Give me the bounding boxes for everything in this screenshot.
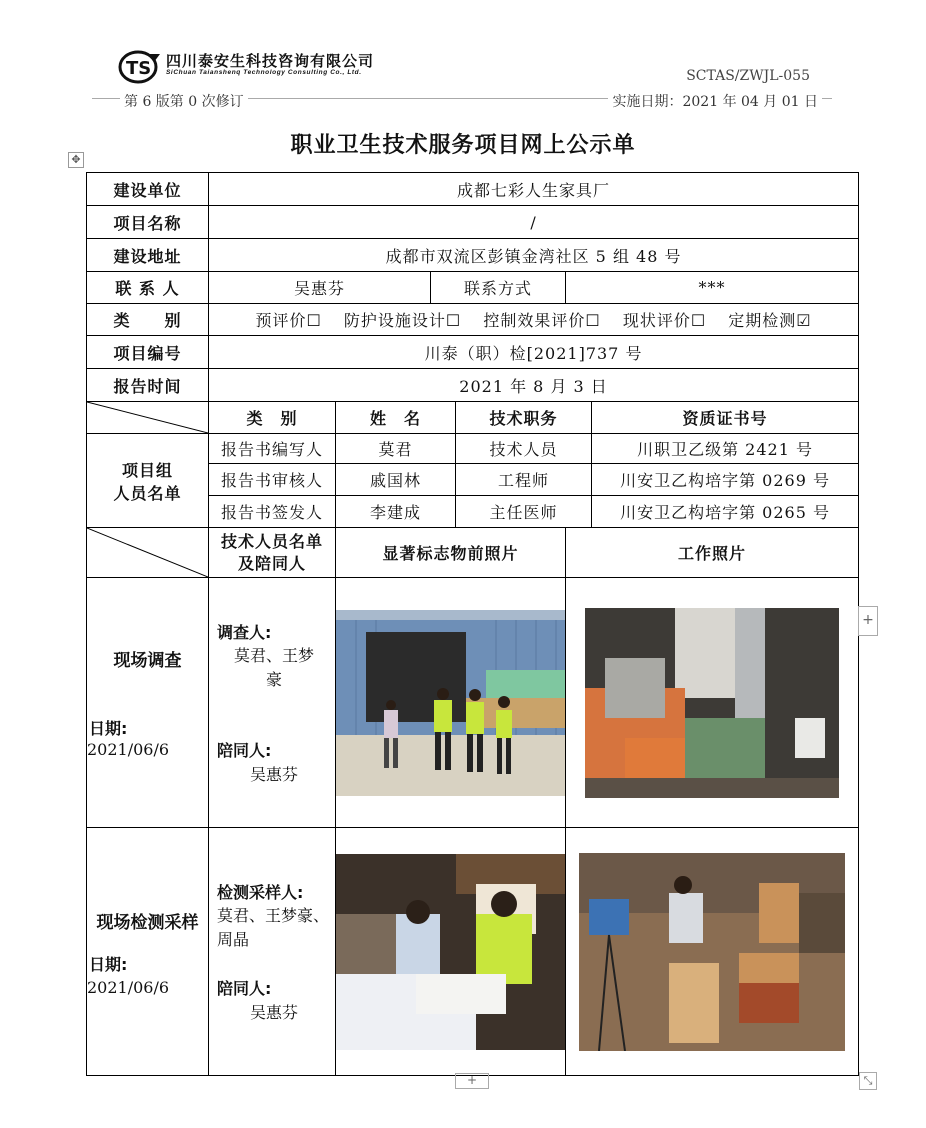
sampling-date-label: 日期: <box>89 955 128 974</box>
team-row-role: 报告书审核人 <box>209 464 336 496</box>
unit-label: 建设单位 <box>87 173 209 206</box>
photo-header-work: 工作照片 <box>566 528 859 578</box>
team-group-label: 项目组 人员名单 <box>87 434 209 528</box>
project-code-label: 项目编号 <box>87 336 209 369</box>
resize-handle-icon[interactable]: ⤡ <box>859 1072 877 1090</box>
team-row-name: 李建成 <box>336 496 456 528</box>
survey-date: 2021/06/6 <box>87 740 170 759</box>
add-row-icon[interactable]: + <box>455 1073 489 1089</box>
sampling-landmark-photo-cell <box>336 828 566 1076</box>
survey-companion: 吴惠芬 <box>249 765 298 784</box>
company-name-en: SiChuan Taianshenq Technology Consulting Co., Ltd. <box>166 69 362 76</box>
project-name-label: 项目名称 <box>87 206 209 239</box>
page-title: 职业卫生技术服务项目网上公示单 <box>290 133 636 158</box>
workshop-photo[interactable] <box>585 608 839 798</box>
survey-work-photo-cell <box>566 578 859 828</box>
contact-label: 联 系 人 <box>87 272 209 304</box>
survey-companion-label: 陪同人: <box>217 741 272 760</box>
investigators: 莫君、王梦豪 <box>233 646 314 689</box>
address-value: 成都市双流区彭镇金湾社区 5 组 48 号 <box>209 239 859 272</box>
photo-header-staff: 技术人员名单 及陪同人 <box>209 528 336 578</box>
project-code-value: 川泰（职）检[2021]737 号 <box>209 336 859 369</box>
survey-date-label: 日期: <box>89 719 128 738</box>
team-row-name: 莫君 <box>336 434 456 464</box>
category-pre-eval[interactable]: 预评价☐ <box>255 311 322 330</box>
landmark-photo[interactable] <box>336 610 566 796</box>
phone-label: 联系方式 <box>431 272 566 304</box>
add-column-icon[interactable]: + <box>858 606 878 636</box>
phone-value: *** <box>566 272 859 304</box>
team-row-cert: 川安卫乙构培字第 0269 号 <box>592 464 859 496</box>
diagonal-cell-2 <box>87 528 209 578</box>
table-move-handle-icon[interactable]: ✥ <box>68 152 84 168</box>
sampling-cell <box>87 828 209 1076</box>
project-name-value: / <box>209 206 859 239</box>
category-periodic-test[interactable]: 定期检测☑ <box>728 311 812 330</box>
info-table <box>86 172 859 1076</box>
team-row-name: 戚国林 <box>336 464 456 496</box>
sampling-staff-cell <box>209 828 336 1076</box>
category-options <box>209 304 859 336</box>
company-name-cn: 四川泰安生科技咨询有限公司 <box>166 52 375 70</box>
sampling-companion: 吴惠芬 <box>249 1003 298 1022</box>
unit-value: 成都七彩人生家具厂 <box>209 173 859 206</box>
company-logo <box>118 50 162 84</box>
category-protection-design[interactable]: 防护设施设计☐ <box>343 311 462 330</box>
team-row-role: 报告书签发人 <box>209 496 336 528</box>
photo-header-landmark: 显著标志物前照片 <box>336 528 566 578</box>
investigator-label: 调查人: <box>217 623 272 642</box>
sampling-title: 现场检测采样 <box>96 913 199 933</box>
team-header-role: 类 别 <box>209 402 336 434</box>
svg-text:TS: TS <box>126 58 152 79</box>
address-label: 建设地址 <box>87 239 209 272</box>
samplers: 莫君、王梦豪、周晶 <box>217 906 330 949</box>
implementation-date: 实施日期：2021 年 04 月 01 日 <box>608 91 822 111</box>
team-header-name: 姓 名 <box>336 402 456 434</box>
survey-cell <box>87 578 209 828</box>
sampler-label: 检测采样人: <box>217 883 304 902</box>
sampling-date: 2021/06/6 <box>87 978 170 997</box>
version-text: 第 6 版第 0 次修订 <box>120 91 248 111</box>
sampling-photo-1[interactable] <box>336 854 566 1050</box>
team-header-cert: 资质证书号 <box>592 402 859 434</box>
team-row-title: 工程师 <box>456 464 592 496</box>
report-time-label: 报告时间 <box>87 369 209 402</box>
team-row-title: 主任医师 <box>456 496 592 528</box>
team-row-title: 技术人员 <box>456 434 592 464</box>
sampling-work-photo-cell <box>566 828 859 1076</box>
sampling-photo-2[interactable] <box>579 853 845 1051</box>
category-status-eval[interactable]: 现状评价☐ <box>622 311 707 330</box>
sampling-companion-label: 陪同人: <box>217 979 272 998</box>
team-row-cert: 川安卫乙构培字第 0265 号 <box>592 496 859 528</box>
document-code: SCTAS/ZWJL-055 <box>686 68 810 84</box>
team-row-cert: 川职卫乙级第 2421 号 <box>592 434 859 464</box>
team-row-role: 报告书编写人 <box>209 434 336 464</box>
team-header-title: 技术职务 <box>456 402 592 434</box>
report-time-value: 2021 年 8 月 3 日 <box>209 369 859 402</box>
category-label: 类 别 <box>87 304 209 336</box>
contact-value: 吴惠芬 <box>209 272 431 304</box>
category-control-eval[interactable]: 控制效果评价☐ <box>483 311 601 330</box>
survey-staff-cell <box>209 578 336 828</box>
diagonal-cell <box>87 402 209 434</box>
survey-title: 现场调查 <box>113 651 182 671</box>
survey-landmark-photo-cell <box>336 578 566 828</box>
